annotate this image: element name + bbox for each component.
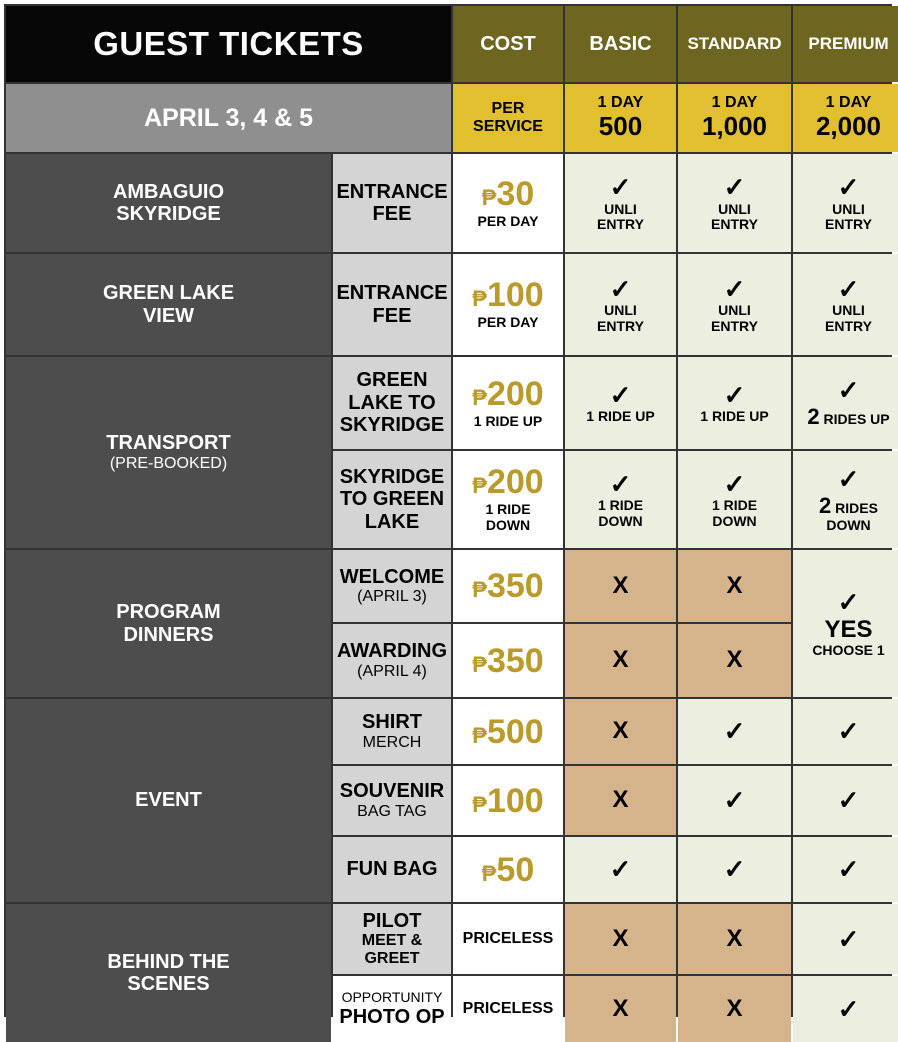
service-note: OPPORTUNITY	[341, 988, 443, 1005]
price-unit: DOWN	[485, 517, 531, 533]
cell-text: CHOOSE 1	[812, 642, 885, 659]
check-icon: ✓	[837, 464, 860, 495]
group-green-lake-view	[6, 254, 331, 355]
tier-days: 1 DAY	[597, 94, 644, 112]
price-unit: 1 RIDE	[485, 501, 531, 518]
check-icon: ✓	[837, 172, 860, 203]
group-ambaguio-skyridge	[6, 154, 331, 252]
tier-cell	[793, 766, 898, 835]
price-unit: PER DAY	[477, 314, 539, 331]
cell-text: ENTRY	[711, 317, 758, 334]
group-label: DINNERS	[123, 623, 214, 646]
service-shirt-merch	[333, 699, 451, 764]
price-unit: PER DAY	[477, 212, 539, 229]
check-icon: ✓	[723, 854, 746, 885]
cell-text: 1 RIDE	[711, 497, 758, 514]
cell-number: 2	[807, 403, 820, 429]
service-label: ENTRANCE	[336, 180, 448, 203]
price	[472, 712, 544, 751]
service-label: SKYRIDGE	[339, 414, 445, 437]
tier-price: 1,000	[701, 111, 768, 142]
cell-text: UNLI	[718, 200, 751, 217]
cell-text: UNLI	[832, 302, 865, 319]
service-note: (APRIL 4)	[357, 662, 427, 680]
peso-symbol: ₱	[472, 791, 487, 817]
group-label: BEHIND THE	[107, 950, 230, 973]
service-souvenir-bag-tag	[333, 766, 451, 835]
check-icon: ✓	[837, 716, 860, 747]
check-icon: ✓	[723, 273, 746, 304]
cell-text: UNLI	[718, 302, 751, 319]
cross-icon: X	[565, 766, 676, 835]
peso-symbol: ₱	[481, 860, 497, 886]
tier-premium-price	[793, 84, 898, 152]
group-event	[6, 699, 331, 902]
cell-text: ENTRY	[597, 216, 644, 233]
check-icon: ✓	[837, 586, 860, 617]
event-dates: APRIL 3, 4 & 5	[6, 84, 451, 152]
price-value: 50	[496, 850, 535, 889]
service-label: SHIRT	[362, 711, 422, 734]
tier-cell	[793, 976, 898, 1042]
cell-text: ENTRY	[825, 216, 872, 233]
check-icon: ✓	[609, 172, 632, 203]
check-icon: ✓	[723, 172, 746, 203]
service-label: FEE	[372, 304, 412, 327]
peso-symbol: ₱	[472, 384, 487, 410]
tier-cell-dinner-premium	[793, 550, 898, 697]
cost-cell	[453, 624, 563, 697]
cross-icon: X	[678, 550, 791, 622]
tier-name: STANDARD	[687, 34, 782, 54]
service-note: BAG TAG	[357, 802, 427, 820]
group-label: EVENT	[135, 789, 202, 812]
service-awarding-dinner	[333, 624, 451, 697]
cost-cell	[453, 154, 563, 252]
cost-cell	[453, 357, 563, 449]
tier-cell	[678, 254, 791, 355]
check-icon: ✓	[837, 375, 860, 406]
cost-cell	[453, 451, 563, 548]
priceless-label: PRICELESS	[462, 1000, 554, 1018]
peso-symbol: ₱	[472, 473, 487, 499]
service-label: ENTRANCE	[336, 282, 448, 305]
cost-subheader	[453, 84, 563, 152]
tier-standard-price	[678, 84, 791, 152]
service-pilot-meet-greet	[333, 904, 451, 974]
group-label: VIEW	[142, 304, 195, 327]
cost-cell	[453, 550, 563, 622]
tier-price: 2,000	[815, 111, 882, 142]
cell-text: ENTRY	[711, 216, 758, 233]
check-icon: ✓	[837, 923, 860, 954]
tier-name: BASIC	[589, 32, 652, 55]
cross-icon: X	[678, 976, 791, 1042]
cost-header: COST	[453, 6, 563, 82]
price-value: 30	[496, 174, 535, 213]
service-entrance-fee	[333, 154, 451, 252]
cell-text: RIDES UP	[823, 410, 890, 427]
tier-cell	[565, 154, 676, 252]
cost-cell	[453, 699, 563, 764]
page-title: GUEST TICKETS	[6, 6, 451, 82]
check-icon: ✓	[609, 468, 632, 499]
cell-number: 2	[819, 492, 832, 518]
cross-icon: X	[565, 624, 676, 697]
price-value: 350	[486, 641, 544, 680]
cross-icon: X	[565, 904, 676, 974]
service-label: SOUVENIR	[339, 780, 445, 803]
service-label: LAKE TO	[348, 391, 436, 414]
tier-cell	[565, 254, 676, 355]
cell-text: 1 RIDE UP	[700, 408, 769, 425]
group-label: PROGRAM	[116, 601, 221, 624]
tier-premium-header	[793, 6, 898, 82]
group-behind-the-scenes	[6, 904, 331, 1042]
service-note: MERCH	[362, 733, 422, 751]
priceless-label: PRICELESS	[462, 930, 554, 948]
check-icon: ✓	[609, 273, 632, 304]
price	[472, 276, 544, 315]
cell-text: DOWN	[826, 517, 871, 534]
service-label: SKYRIDGE	[339, 465, 445, 488]
group-transport	[6, 357, 331, 548]
service-fun-bag	[333, 837, 451, 902]
price-value: 500	[486, 712, 544, 751]
tier-name: PREMIUM	[808, 34, 889, 54]
group-program-dinners	[6, 550, 331, 697]
cross-icon: X	[678, 904, 791, 974]
service-label: TO GREEN	[339, 488, 445, 511]
ticket-table	[4, 4, 892, 1028]
price	[472, 641, 544, 680]
service-label: FUN BAG	[346, 858, 438, 881]
peso-symbol: ₱	[481, 184, 497, 210]
tier-cell	[678, 154, 791, 252]
check-icon: ✓	[609, 854, 632, 885]
price-value: 100	[486, 276, 544, 315]
check-icon: ✓	[723, 785, 746, 816]
group-label: GREEN LAKE	[102, 282, 235, 305]
cost-sub-line2: SERVICE	[473, 118, 543, 135]
price	[472, 463, 544, 502]
service-note: (APRIL 3)	[357, 588, 427, 606]
tier-cell	[793, 254, 898, 355]
peso-symbol: ₱	[472, 651, 487, 677]
tier-cell	[793, 154, 898, 252]
cost-sub-line1: PER	[491, 100, 525, 118]
service-label: GREEN	[356, 369, 428, 392]
check-icon: ✓	[723, 468, 746, 499]
check-icon: ✓	[723, 379, 746, 410]
cell-text: 1 RIDE	[597, 497, 644, 514]
tier-cell	[678, 837, 791, 902]
cell-yes: YES	[824, 615, 873, 643]
peso-symbol: ₱	[472, 286, 487, 312]
price	[481, 174, 535, 213]
cell-text: UNLI	[832, 200, 865, 217]
service-green-lake-to-skyridge	[333, 357, 451, 449]
price-value: 200	[486, 374, 544, 413]
tier-cell	[678, 699, 791, 764]
service-photo-op	[333, 976, 451, 1042]
group-note: (PRE-BOOKED)	[109, 454, 228, 472]
tier-cell	[793, 837, 898, 902]
cross-icon: X	[565, 976, 676, 1042]
tier-basic-price	[565, 84, 676, 152]
check-icon: ✓	[837, 273, 860, 304]
service-label: PILOT	[362, 909, 422, 932]
service-label: AWARDING	[337, 640, 447, 663]
cell-text: ENTRY	[825, 317, 872, 334]
cost-cell	[453, 766, 563, 835]
tier-cell	[793, 451, 898, 548]
check-icon: ✓	[723, 716, 746, 747]
tier-cell	[678, 451, 791, 548]
tier-cell	[678, 357, 791, 449]
cell-text: 1 RIDE UP	[586, 408, 655, 425]
tier-cell	[678, 766, 791, 835]
service-label: MEET & GREET	[361, 932, 423, 968]
service-label: PHOTO OP	[339, 1005, 445, 1028]
tier-standard-header	[678, 6, 791, 82]
tier-cell	[565, 451, 676, 548]
service-skyridge-to-green-lake	[333, 451, 451, 548]
tier-cell	[793, 699, 898, 764]
service-label: LAKE	[364, 510, 420, 533]
group-label: SCENES	[127, 973, 210, 995]
cell-text: UNLI	[604, 200, 637, 217]
price-unit: 1 RIDE UP	[473, 412, 543, 429]
group-label: AMBAGUIO	[112, 180, 225, 203]
price-value: 100	[486, 781, 544, 820]
price	[481, 850, 535, 889]
cross-icon: X	[565, 550, 676, 622]
tier-basic-header	[565, 6, 676, 82]
check-icon: ✓	[837, 785, 860, 816]
cell-text: DOWN	[712, 512, 757, 529]
price-value: 200	[486, 463, 544, 502]
tier-cell	[793, 904, 898, 974]
service-label: WELCOME	[339, 565, 445, 588]
peso-symbol: ₱	[472, 577, 487, 602]
cell-text: UNLI	[604, 302, 637, 319]
service-welcome-dinner	[333, 550, 451, 622]
cost-cell	[453, 976, 563, 1042]
price-value: 350	[486, 567, 544, 605]
check-icon: ✓	[837, 993, 860, 1024]
tier-cell	[793, 357, 898, 449]
group-label: SKYRIDGE	[116, 203, 221, 225]
check-icon: ✓	[609, 379, 632, 410]
cell-text: ENTRY	[597, 317, 644, 334]
tier-days: 1 DAY	[711, 94, 758, 112]
group-label: TRANSPORT	[106, 432, 231, 455]
price	[472, 569, 543, 603]
price	[472, 374, 544, 413]
tier-price: 500	[598, 111, 643, 142]
tier-days: 1 DAY	[825, 94, 872, 112]
service-label: FEE	[372, 203, 412, 225]
cost-cell	[453, 904, 563, 974]
price	[472, 781, 544, 820]
cross-icon: X	[678, 624, 791, 697]
tier-cell	[565, 357, 676, 449]
cross-icon: X	[565, 699, 676, 764]
cost-cell	[453, 254, 563, 355]
cell-text: RIDES	[835, 499, 878, 516]
cost-cell	[453, 837, 563, 902]
tier-cell	[565, 837, 676, 902]
service-entrance-fee	[333, 254, 451, 355]
cell-text: DOWN	[598, 512, 643, 529]
peso-symbol: ₱	[472, 722, 487, 748]
check-icon: ✓	[837, 854, 860, 885]
